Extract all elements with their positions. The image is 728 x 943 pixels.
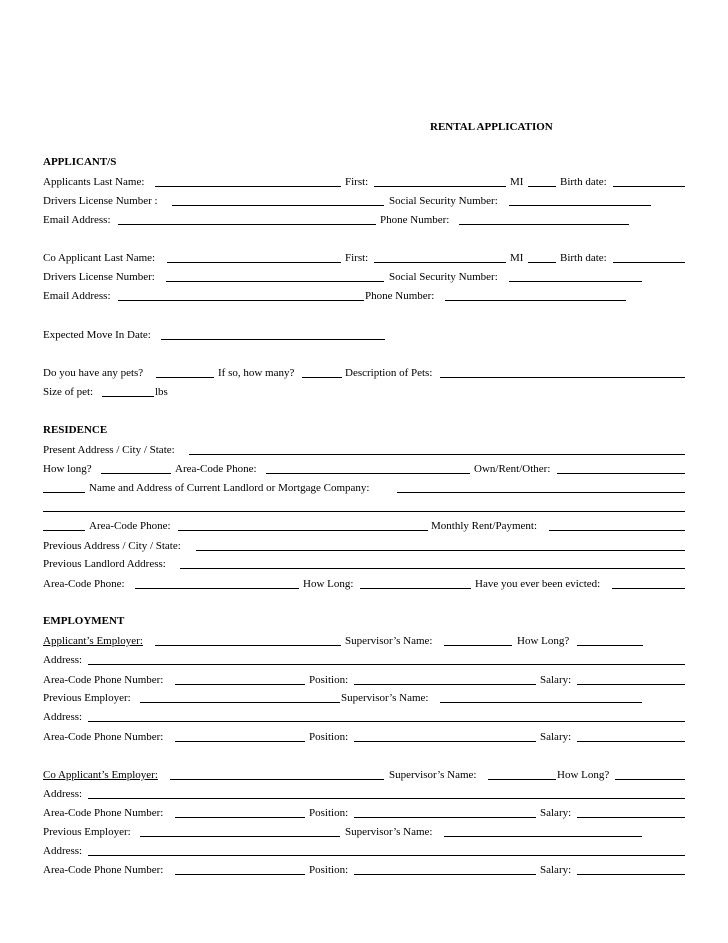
co-applicant-previous-supervisor-field[interactable] bbox=[444, 836, 642, 837]
co-applicant-previous-employer-field[interactable] bbox=[140, 836, 340, 837]
previous-how-long-label: How Long: bbox=[303, 578, 354, 590]
applicant-email-field[interactable] bbox=[118, 224, 376, 225]
present-address-field[interactable] bbox=[189, 454, 685, 455]
co-applicant-previous-position-field[interactable] bbox=[354, 874, 536, 875]
applicant-employer-label: Applicant’s Employer: bbox=[43, 635, 143, 647]
applicant-employer-field[interactable] bbox=[155, 645, 341, 646]
previous-landlord-field[interactable] bbox=[180, 568, 685, 569]
pets-how-many-label: If so, how many? bbox=[218, 367, 295, 379]
applicant-last-name-field[interactable] bbox=[155, 186, 341, 187]
landlord-name-field[interactable] bbox=[397, 492, 685, 493]
evicted-field[interactable] bbox=[612, 588, 685, 589]
co-applicant-email-label: Email Address: bbox=[43, 290, 111, 302]
landlord-name-label: Name and Address of Current Landlord or Mortgage Company: bbox=[89, 482, 370, 494]
co-applicant-previous-address-field[interactable] bbox=[88, 855, 685, 856]
co-applicant-salary-field[interactable] bbox=[577, 817, 685, 818]
co-applicant-employer-how-long-field[interactable] bbox=[615, 779, 685, 780]
section-heading-employment: EMPLOYMENT bbox=[43, 615, 125, 627]
co-applicant-employer-how-long-label: How Long? bbox=[557, 769, 610, 781]
co-applicant-previous-employer-label: Previous Employer: bbox=[43, 826, 131, 838]
applicant-phone-field[interactable] bbox=[459, 224, 629, 225]
residence-how-long-field[interactable] bbox=[101, 473, 171, 474]
previous-how-long-field[interactable] bbox=[360, 588, 471, 589]
applicant-previous-salary-field[interactable] bbox=[577, 741, 685, 742]
previous-landlord-label: Previous Landlord Address: bbox=[43, 558, 166, 570]
landlord-phone-field[interactable] bbox=[178, 530, 428, 531]
landlord-blank-field[interactable] bbox=[43, 492, 85, 493]
co-applicant-employer-address-field[interactable] bbox=[88, 798, 685, 799]
co-applicant-mi-label: MI bbox=[510, 252, 524, 264]
applicant-first-label: First: bbox=[345, 176, 369, 188]
co-applicant-first-field[interactable] bbox=[374, 262, 506, 263]
co-applicant-salary-label: Salary: bbox=[540, 807, 572, 819]
applicant-previous-position-field[interactable] bbox=[354, 741, 536, 742]
applicant-employer-phone-label: Area-Code Phone Number: bbox=[43, 674, 164, 686]
previous-address-label: Previous Address / City / State: bbox=[43, 540, 181, 552]
applicant-drivers-license-label: Drivers License Number : bbox=[43, 195, 158, 207]
applicant-last-name-label: Applicants Last Name: bbox=[43, 176, 145, 188]
applicant-employer-address-field[interactable] bbox=[88, 664, 685, 665]
co-applicant-last-name-field[interactable] bbox=[167, 262, 341, 263]
co-applicant-birth-date-label: Birth date: bbox=[560, 252, 607, 264]
applicant-birth-date-label: Birth date: bbox=[560, 176, 607, 188]
move-in-date-field[interactable] bbox=[161, 339, 385, 340]
present-address-label: Present Address / City / State: bbox=[43, 444, 175, 456]
co-applicant-last-name-label: Co Applicant Last Name: bbox=[43, 252, 156, 264]
co-applicant-supervisor-label: Supervisor’s Name: bbox=[389, 769, 477, 781]
co-applicant-previous-phone-label: Area-Code Phone Number: bbox=[43, 864, 164, 876]
co-applicant-first-label: First: bbox=[345, 252, 369, 264]
applicant-salary-label: Salary: bbox=[540, 674, 572, 686]
landlord-phone-label: Area-Code Phone: bbox=[89, 520, 171, 532]
applicant-previous-salary-label: Salary: bbox=[540, 731, 572, 743]
co-applicant-drivers-license-label: Drivers License Number: bbox=[43, 271, 155, 283]
previous-phone-field[interactable] bbox=[135, 588, 299, 589]
co-applicant-supervisor-field[interactable] bbox=[488, 779, 556, 780]
monthly-rent-field[interactable] bbox=[549, 530, 685, 531]
applicant-drivers-license-field[interactable] bbox=[172, 205, 384, 206]
pet-size-label: Size of pet: bbox=[43, 386, 94, 398]
applicant-employer-how-long-label: How Long? bbox=[517, 635, 570, 647]
applicant-position-label: Position: bbox=[309, 674, 349, 686]
applicant-employer-address-label: Address: bbox=[43, 654, 83, 666]
applicant-ssn-field[interactable] bbox=[509, 205, 651, 206]
section-heading-applicants: APPLICANT/S bbox=[43, 156, 117, 168]
applicant-previous-supervisor-label: Supervisor’s Name: bbox=[341, 692, 429, 704]
pet-size-field[interactable] bbox=[102, 396, 154, 397]
previous-address-field[interactable] bbox=[196, 550, 685, 551]
co-applicant-drivers-license-field[interactable] bbox=[166, 281, 384, 282]
co-applicant-previous-salary-label: Salary: bbox=[540, 864, 572, 876]
landlord-phone-blank-field[interactable] bbox=[43, 530, 85, 531]
applicant-previous-address-label: Address: bbox=[43, 711, 83, 723]
applicant-supervisor-label: Supervisor’s Name: bbox=[345, 635, 433, 647]
own-rent-field[interactable] bbox=[557, 473, 685, 474]
residence-how-long-label: How long? bbox=[43, 463, 92, 475]
applicant-previous-employer-label: Previous Employer: bbox=[43, 692, 131, 704]
co-applicant-employer-address-label: Address: bbox=[43, 788, 83, 800]
co-applicant-employer-phone-field[interactable] bbox=[175, 817, 305, 818]
own-rent-label: Own/Rent/Other: bbox=[474, 463, 551, 475]
applicant-mi-field[interactable] bbox=[528, 186, 556, 187]
co-applicant-employer-phone-label: Area-Code Phone Number: bbox=[43, 807, 164, 819]
pets-how-many-field[interactable] bbox=[302, 377, 342, 378]
applicant-phone-label: Phone Number: bbox=[380, 214, 450, 226]
applicant-mi-label: MI bbox=[510, 176, 524, 188]
pets-question-label: Do you have any pets? bbox=[43, 367, 144, 379]
co-applicant-previous-salary-field[interactable] bbox=[577, 874, 685, 875]
applicant-first-field[interactable] bbox=[374, 186, 506, 187]
pets-description-field[interactable] bbox=[440, 377, 685, 378]
co-applicant-previous-phone-field[interactable] bbox=[175, 874, 305, 875]
co-applicant-phone-field[interactable] bbox=[445, 300, 626, 301]
applicant-previous-position-label: Position: bbox=[309, 731, 349, 743]
applicant-previous-phone-label: Area-Code Phone Number: bbox=[43, 731, 164, 743]
co-applicant-mi-field[interactable] bbox=[528, 262, 556, 263]
applicant-employer-how-long-field[interactable] bbox=[577, 645, 643, 646]
residence-phone-field[interactable] bbox=[266, 473, 470, 474]
co-applicant-ssn-label: Social Security Number: bbox=[389, 271, 498, 283]
co-applicant-employer-field[interactable] bbox=[170, 779, 384, 780]
co-applicant-email-field[interactable] bbox=[118, 300, 364, 301]
pet-size-unit: lbs bbox=[155, 386, 168, 398]
move-in-date-label: Expected Move In Date: bbox=[43, 329, 151, 341]
applicant-position-field[interactable] bbox=[354, 684, 536, 685]
evicted-label: Have you ever been evicted: bbox=[475, 578, 601, 590]
applicant-previous-supervisor-field[interactable] bbox=[440, 702, 642, 703]
co-applicant-position-label: Position: bbox=[309, 807, 349, 819]
co-applicant-previous-supervisor-label: Supervisor’s Name: bbox=[345, 826, 433, 838]
residence-phone-label: Area-Code Phone: bbox=[175, 463, 257, 475]
co-applicant-position-field[interactable] bbox=[354, 817, 536, 818]
co-applicant-ssn-field[interactable] bbox=[509, 281, 642, 282]
previous-phone-label: Area-Code Phone: bbox=[43, 578, 125, 590]
co-applicant-previous-position-label: Position: bbox=[309, 864, 349, 876]
pets-answer-field[interactable] bbox=[156, 377, 214, 378]
applicant-employer-phone-field[interactable] bbox=[175, 684, 305, 685]
applicant-previous-phone-field[interactable] bbox=[175, 741, 305, 742]
applicant-previous-address-field[interactable] bbox=[88, 721, 685, 722]
applicant-birth-date-field[interactable] bbox=[613, 186, 685, 187]
landlord-address-line[interactable] bbox=[43, 511, 685, 512]
applicant-email-label: Email Address: bbox=[43, 214, 111, 226]
co-applicant-previous-address-label: Address: bbox=[43, 845, 83, 857]
monthly-rent-label: Monthly Rent/Payment: bbox=[431, 520, 538, 532]
applicant-ssn-label: Social Security Number: bbox=[389, 195, 498, 207]
applicant-salary-field[interactable] bbox=[577, 684, 685, 685]
co-applicant-birth-date-field[interactable] bbox=[613, 262, 685, 263]
applicant-supervisor-field[interactable] bbox=[444, 645, 512, 646]
section-heading-residence: RESIDENCE bbox=[43, 424, 108, 436]
applicant-previous-employer-field[interactable] bbox=[140, 702, 340, 703]
pets-description-label: Description of Pets: bbox=[345, 367, 433, 379]
page-title: RENTAL APPLICATION bbox=[430, 121, 553, 133]
co-applicant-phone-label: Phone Number: bbox=[365, 290, 435, 302]
co-applicant-employer-label: Co Applicant’s Employer: bbox=[43, 769, 158, 781]
